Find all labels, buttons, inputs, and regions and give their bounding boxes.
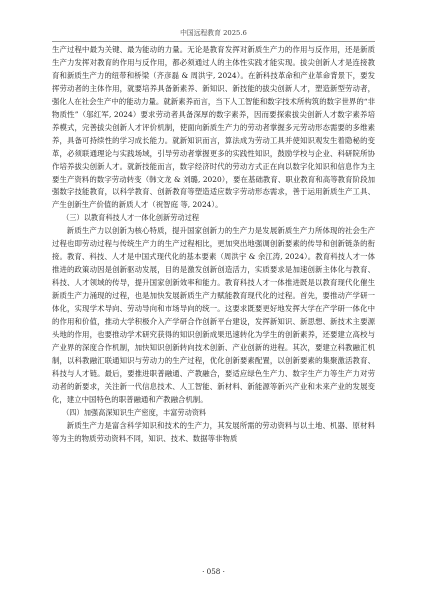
body-paragraph: 新质生产力是富含科学知识和技术的生产力，其发展所需的劳动资料与以土地、机器、原材料等为主的物质劳动资料不同，知识、技术、数据等非物质: [52, 420, 375, 443]
body-paragraph: 生产过程中最为关键、最为能动的力量。无论是教育发挥对新质生产力的作用与反作用，还是新质生产力发挥对教育的作用与反作用，都必须通过人的主体性实践才能实现。拔尖创新人才是连接教育和新质生产力的纽带和桥梁（齐彦磊 & 周洪宇, 2024）。在新科技革命和产业革命背景下，要发挥劳动者的主体作用，就要培养具备新素养、新知识、新技能的拔尖创新人才，塑造新型劳动者，强化人在社会生产中的能动力量。就新素养而言，当下人工智能和数字技术所构筑的数字世界的“非物质性”（邬红军, 2024）要求劳动者具备深厚的数字素养，因而要探索拔尖创新人才数字素养培养模式，完善拔尖创新人才评价机制，使面向新质生产力的劳动者掌握多元劳动形态需要的多维素养，具备可持续性的学习成长能力。就新知识而言，算法成为劳动工具并使知识观发生着隐秘的变革，必须联通理论与实践场域，引导劳动者掌握更多的实践性知识，鼓励学校与企业、科研院所协作培养拔尖创新人才。就新技能而言，数字经济时代的劳动方式正在向以数字化知识和信息作为主要生产资料的数字劳动转变（韩文龙 & 刘璐, 2020），要在基础教育、职业教育和高等教育阶段加强数字技能教育，以科学教育、创新教育等塑造适应数字劳动形态需求，善于运用新质生产工具、产生创新生产价值的新质人才（祝智庭 等, 2024）。: [52, 45, 375, 210]
header-rule: [52, 41, 375, 42]
page-number: · 058 ·: [202, 567, 225, 576]
body-paragraph: 新质生产力以创新为核心特质，提升国家创新力的生产力是发展新质生产力所体现的社会生产过程也即劳动过程与传统生产力的生产过程相比，更加突出地强调创新要素的传导和创新链条的衔接。教育、科技、人才是中国式现代化的基本要素（周洪宇 & 余江涛, 2024）。教育科技人才一体推进的政策动因是创新驱动发展，目的是激发创新创造活力，实质要求是加速创新主体化与教育、科技、人才领域的传导，提升国家创新效率和能力。教育科技人才一体推进既是以教育现代化催生新质生产力涌现的过程，也是加快发展新质生产力赋能教育现代化的过程。首先，要推动产学研一体化，实现学术导向、劳动导向和市场导向的统一。这要求既要更好地发挥大学在产学研一体化中的作用和价值，推动大学积极介入产学研合作创新平台建设，发挥新知识、新思想、新技术主要源头地的作用，也要推动学术研究获得的知识创新成果迅速转化为学生的创新素养，还要建立高校与产业界的深度合作机制，加快知识创新转向技术创新、产业创新的进程。其次，要建立科教融汇机制，以科教融汇联通知识与劳动力的生产过程，优化创新要素配置，以创新要素的集聚激活教育、科技与人才链。最后，要推进职普融通、产教融合，要适应绿色生产力、数字生产力等生产力对劳动者的新要求，关注新一代信息技术、人工智能、新材料、新能源等新兴产业和未来产业的发展变化，建立中国特色的职普融通和产教融合机制。: [52, 226, 375, 404]
section-heading-4: （四）加强高深知识生产密度，丰富劳动资料: [62, 407, 207, 417]
article-body: [52, 44, 375, 446]
section-heading-3: （三）以教育科技人才一体化创新劳动过程: [62, 213, 200, 223]
running-header: 中国远程教育 2025.6: [180, 29, 247, 37]
